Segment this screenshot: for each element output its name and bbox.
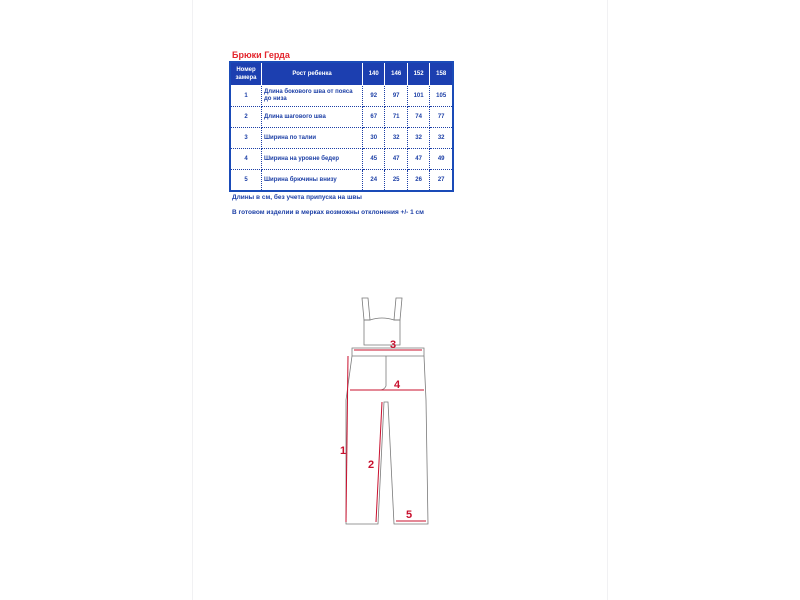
header-size-152: 152	[407, 62, 429, 86]
value-cell: 47	[385, 149, 407, 170]
header-size-158: 158	[430, 62, 453, 86]
value-cell: 47	[407, 149, 429, 170]
value-cell: 32	[385, 128, 407, 149]
tolerance-note: В готовом изделии в мерках возможны отклонения +/- 1 см	[232, 209, 424, 216]
overalls-outline	[346, 298, 428, 524]
measure-number: 2	[230, 107, 262, 128]
value-cell: 32	[430, 128, 453, 149]
measure-name: Ширина на уровне бедер	[262, 149, 363, 170]
label-5: 5	[406, 509, 413, 521]
table-row	[230, 86, 453, 107]
fly	[380, 356, 386, 390]
value-cell: 74	[407, 107, 429, 128]
value-cell: 25	[385, 170, 407, 192]
measure-number: 4	[230, 149, 262, 170]
overalls-diagram	[330, 290, 440, 530]
value-cell: 24	[363, 170, 385, 192]
measure-number: 5	[230, 170, 262, 192]
units-note: Длины в см, без учета припуска на швы	[232, 194, 362, 201]
header-size-146: 146	[385, 62, 407, 86]
table-row	[230, 107, 453, 128]
measure-name: Ширина брючины внизу	[262, 170, 363, 192]
label-3: 3	[390, 339, 397, 351]
table-row	[230, 128, 453, 149]
value-cell: 30	[363, 128, 385, 149]
size-table	[229, 61, 454, 192]
header-size-140: 140	[363, 62, 385, 86]
value-cell: 67	[363, 107, 385, 128]
measure-number: 3	[230, 128, 262, 149]
value-cell: 105	[430, 86, 453, 107]
table-row	[230, 149, 453, 170]
right-strap	[394, 298, 402, 320]
value-cell: 97	[385, 86, 407, 107]
label-2: 2	[368, 459, 375, 471]
product-title: Брюки Герда	[232, 50, 290, 60]
value-cell: 77	[430, 107, 453, 128]
value-cell: 32	[407, 128, 429, 149]
waistband	[352, 348, 424, 356]
table-row	[230, 170, 453, 192]
measure-name: Длина бокового шва от пояса до низа	[262, 86, 363, 107]
value-cell: 71	[385, 107, 407, 128]
value-cell: 92	[363, 86, 385, 107]
label-1: 1	[340, 445, 347, 457]
measure-number: 1	[230, 86, 262, 107]
measure-name: Длина шагового шва	[262, 107, 363, 128]
label-4: 4	[394, 379, 401, 391]
value-cell: 27	[430, 170, 453, 192]
value-cell: 101	[407, 86, 429, 107]
left-strap	[362, 298, 370, 320]
legs	[346, 356, 428, 524]
value-cell: 45	[363, 149, 385, 170]
header-child-height: Рост ребенка	[262, 62, 363, 86]
measure-name: Ширина по талии	[262, 128, 363, 149]
value-cell: 26	[407, 170, 429, 192]
header-measure-number: Номер замера	[230, 62, 262, 86]
value-cell: 49	[430, 149, 453, 170]
table-header-row	[230, 62, 453, 86]
